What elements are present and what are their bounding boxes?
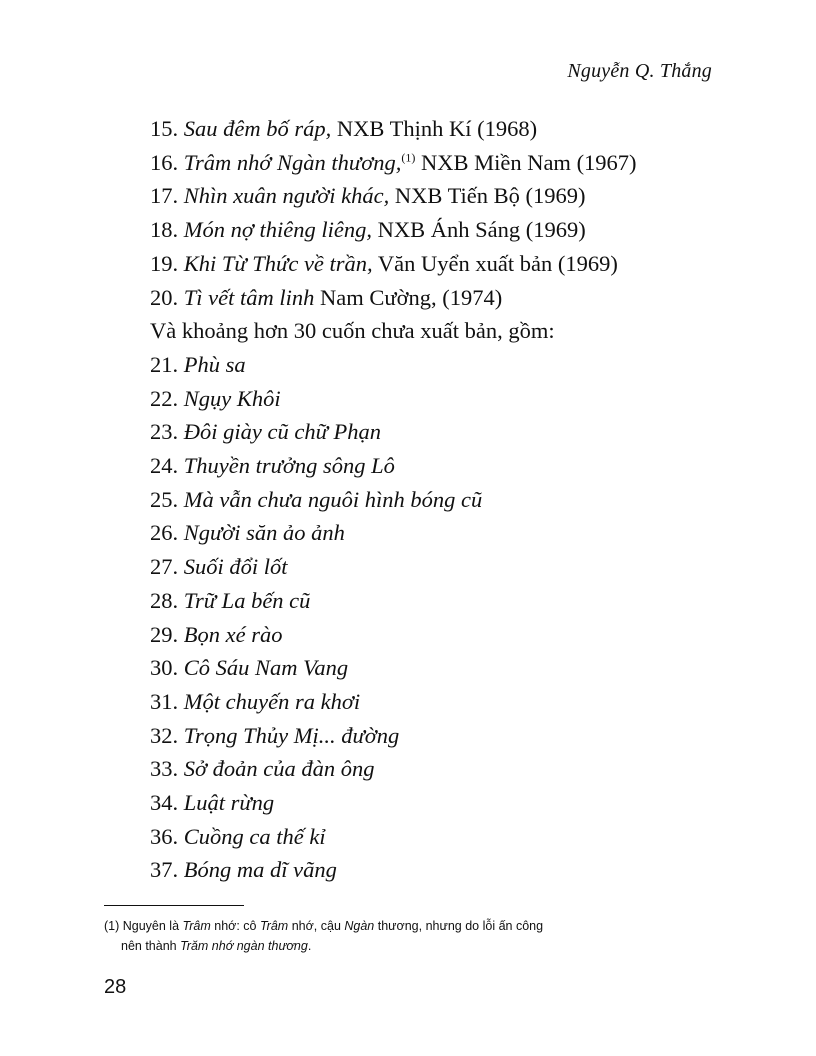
item-number: 34. <box>150 790 179 816</box>
list-item <box>150 786 750 820</box>
item-number: 32. <box>150 722 179 748</box>
book-title: Sau đêm bố ráp, <box>183 116 332 141</box>
footnote <box>104 916 719 956</box>
running-header: Nguyễn Q. Thắng <box>567 60 712 82</box>
book-title: Suối đổi lốt <box>183 554 288 580</box>
list-item <box>150 550 750 584</box>
item-number: 28. <box>150 587 179 613</box>
item-number: 23. <box>150 419 179 445</box>
book-title: Tì vết tâm linh <box>183 284 315 310</box>
list-item <box>150 752 750 786</box>
footnote-italic: Trăm nhớ ngàn thương <box>180 939 308 953</box>
book-title: Luật rừng <box>183 790 275 816</box>
book-title: Cô Sáu Nam Vang <box>183 655 349 681</box>
footnote-divider <box>104 905 244 906</box>
item-number: 31. <box>150 688 179 714</box>
book-title: Mà vẫn chưa nguôi hình bóng cũ <box>183 486 483 512</box>
book-title: Cuồng ca thế kỉ <box>183 823 326 849</box>
footnote-marker: (1) <box>104 919 120 933</box>
item-number: 29. <box>150 621 179 647</box>
book-title: Người săn ảo ảnh <box>183 520 345 546</box>
footnote-italic: Trâm <box>259 919 289 933</box>
footnote-italic: Trâm <box>182 919 211 933</box>
item-number: 37. <box>150 857 179 883</box>
book-title: Trữ La bến cũ <box>183 587 311 613</box>
book-publisher: NXB Thịnh Kí (1968) <box>331 116 538 141</box>
list-item <box>150 853 750 887</box>
item-number: 25. <box>150 486 179 512</box>
list-item <box>150 146 750 180</box>
item-number: 16. <box>150 149 179 175</box>
list-item <box>150 516 750 550</box>
item-number: 21. <box>150 351 179 377</box>
book-publisher: Văn Uyển xuất bản (1969) <box>372 250 618 276</box>
item-number: 19. <box>150 250 179 276</box>
book-title: Phù sa <box>183 351 246 377</box>
footnote-text: Nguyên là <box>119 919 183 933</box>
list-item <box>150 685 750 719</box>
book-list <box>150 112 750 887</box>
footnote-italic: Ngàn <box>344 919 375 933</box>
list-item <box>150 247 750 281</box>
list-item <box>150 179 750 213</box>
item-number: 36. <box>150 823 179 849</box>
list-item <box>150 213 750 247</box>
item-number: 18. <box>150 217 179 243</box>
list-item <box>150 281 750 315</box>
list-item <box>150 618 750 652</box>
item-number: 20. <box>150 284 179 310</box>
list-item <box>150 651 750 685</box>
item-number: 27. <box>150 554 179 580</box>
book-title: Đôi giày cũ chữ Phạn <box>183 419 381 445</box>
book-title: Món nợ thiêng liêng, <box>183 217 372 243</box>
page-number: 28 <box>104 976 127 998</box>
book-title: Bóng ma dĩ vãng <box>183 857 337 883</box>
footnote-reference: (1) <box>401 150 416 165</box>
footnote-text: nhớ: cô <box>210 919 260 933</box>
book-title: Khi Từ Thức về trần, <box>183 250 373 276</box>
list-item <box>150 820 750 854</box>
footnote-text: nên thành <box>121 939 181 953</box>
list-item <box>150 112 750 146</box>
book-publisher: NXB Ánh Sáng (1969) <box>371 217 586 243</box>
book-title: Trâm nhớ Ngàn thương, <box>183 149 402 175</box>
book-title: Trọng Thủy Mị... đường <box>183 722 400 748</box>
book-title: Một chuyến ra khơi <box>183 688 361 714</box>
list-item <box>150 348 750 382</box>
list-item <box>150 584 750 618</box>
list-item <box>150 415 750 449</box>
footnote-text: . <box>307 939 312 953</box>
footnote-text: nhớ, cậu <box>288 919 345 933</box>
footnote-line-2 <box>104 936 719 956</box>
list-item <box>150 483 750 517</box>
item-number: 33. <box>150 756 179 782</box>
list-item <box>150 719 750 753</box>
item-number: 22. <box>150 385 179 411</box>
book-publisher: NXB Tiến Bộ (1969) <box>389 183 586 209</box>
item-number: 26. <box>150 520 179 546</box>
item-number: 24. <box>150 453 179 479</box>
book-title: Thuyền trưởng sông Lô <box>183 453 395 479</box>
list-item <box>150 449 750 483</box>
book-title: Nhìn xuân người khác, <box>183 183 390 209</box>
book-publisher: NXB Miền Nam (1967) <box>415 149 637 175</box>
book-title: Ngụy Khôi <box>183 385 281 411</box>
book-title: Sở đoản của đàn ông <box>183 756 375 782</box>
book-title: Bọn xé rào <box>183 621 283 647</box>
item-number: 30. <box>150 655 179 681</box>
unpublished-intro: Và khoảng hơn 30 cuốn chưa xuất bản, gồm: <box>150 318 555 344</box>
item-number: 17. <box>150 183 179 209</box>
list-item <box>150 382 750 416</box>
book-publisher: Nam Cường, (1974) <box>314 284 503 310</box>
item-number: 15. <box>150 116 179 141</box>
footnote-text: thương, nhưng do lỗi ấn công <box>374 919 544 933</box>
